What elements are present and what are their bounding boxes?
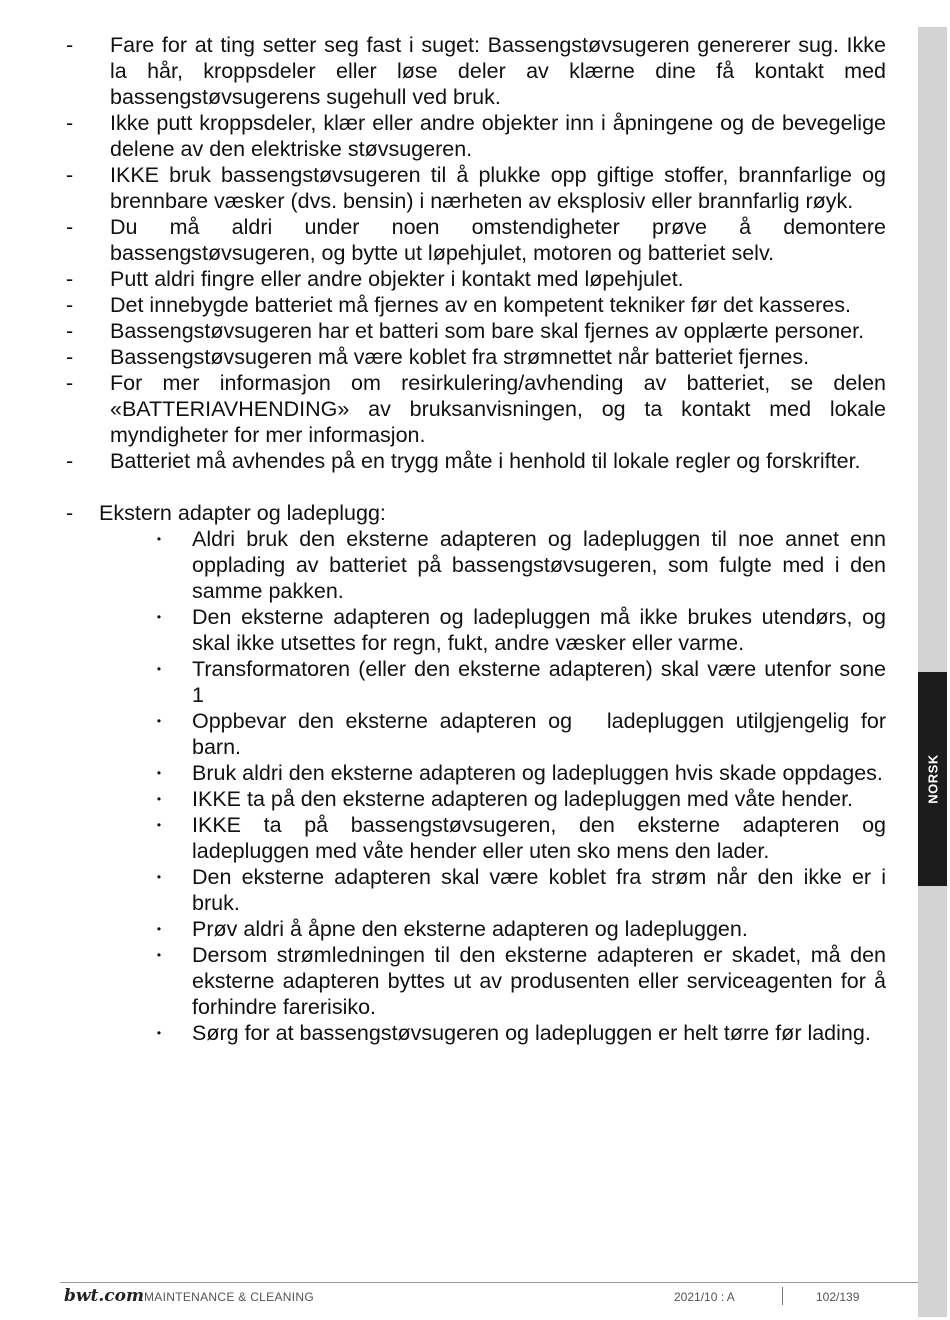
bullet-item-text: Prøv aldri å åpne den eksterne adapteren og ladepluggen. [192,917,748,941]
bullet-item-text: Den eksterne adapteren skal være koblet fra strøm når den ikke er i bruk. [192,865,892,915]
bullet-marker: • [156,818,162,832]
list-item [66,32,886,110]
bullet-item-text: Oppbevar den eksterne adapteren og ladepluggen utilgjengelig for barn. [192,709,892,759]
bullet-item-text: IKKE ta på bassengstøvsugeren, den eksterne adapteren og ladepluggen med våte hender eller uten sko mens den lader. [192,813,892,863]
footer-divider [782,1287,783,1305]
list-item [66,370,886,448]
bullet-marker: • [156,922,162,936]
bullet-item [154,812,892,864]
bullet-item [154,656,892,708]
bullet-item [154,526,892,604]
list-marker: - [66,371,74,395]
list-marker: - [66,293,74,317]
list-marker: - [66,163,74,187]
list-marker: - [66,501,74,525]
list-marker: - [66,111,74,135]
bullet-item-text: Transformatoren (eller den eksterne adapteren) skal være utenfor sone 1 [192,657,892,707]
footer-version: 2021/10 : A [674,1290,735,1304]
bullet-item-text: Sørg for at bassengstøvsugeren og ladepluggen er helt tørre før lading. [192,1021,871,1045]
bullet-marker: • [156,610,162,624]
language-tab [918,672,947,886]
list-item-text: Ikke putt kroppsdeler, klær eller andre objekter inn i åpningene og de bevegelige delene av den elektriske støvsugeren. [110,111,886,161]
list-item-text: IKKE bruk bassengstøvsugeren til å plukke opp giftige stoffer, brannfarlige og brennbare væsker (dvs. bensin) i nærheten av eksplosiv eller brannfarlig røyk. [110,163,886,213]
bullet-item [154,760,886,786]
list-marker: - [66,449,74,473]
bullet-marker: • [156,532,162,546]
bullet-item-text: Dersom strømledningen til den eksterne adapteren er skadet, må den eksterne adapteren byttes ut av produsenten eller serviceagenten for å forhindre farerisiko. [192,943,892,1019]
bullet-marker: • [156,1026,162,1040]
bullet-marker: • [156,714,162,728]
bullet-marker: • [156,948,162,962]
bullet-marker: • [156,766,162,780]
adapter-section-heading: Ekstern adapter og ladeplugg: [99,501,386,525]
list-item-text: Putt aldri fingre eller andre objekter i kontakt med løpehjulet. [110,267,684,291]
list-marker: - [66,33,74,57]
page-footer [60,1282,918,1315]
list-marker: - [66,267,74,291]
list-item-text: Det innebygde batteriet må fjernes av en kompetent tekniker før det kasseres. [110,293,851,317]
list-item [66,162,886,214]
bullet-item [154,864,892,916]
page-content [66,32,892,1046]
list-item-text: Bassengstøvsugeren må være koblet fra strømnettet når batteriet fjernes. [110,345,810,369]
bullet-item [154,786,886,812]
bullet-item-text: Bruk aldri den eksterne adapteren og ladepluggen hvis skade oppdages. [192,761,883,785]
list-marker: - [66,319,74,343]
list-marker: - [66,215,74,239]
list-item [66,344,886,370]
brand-logo: bwt.com [64,1286,144,1306]
bullet-item-text: IKKE ta på den eksterne adapteren og ladepluggen med våte hender. [192,787,854,811]
bullet-item-text: Aldri bruk den eksterne adapteren og ladepluggen til noe annet enn opplading av batteriet på bassengstøvsugeren, som fulgte med i den samme pakken. [192,527,892,603]
bullet-item [154,604,892,656]
list-marker: - [66,345,74,369]
language-tab-label: NORSK [925,754,940,804]
list-item [66,110,886,162]
list-item-text: For mer informasjon om resirkulering/avhending av batteriet, se delen «BATTERIAVHENDING» av bruksanvisningen, og ta kontakt med lokale myndigheter for mer informasjon. [110,371,886,447]
list-item [66,266,886,292]
list-item [66,292,886,318]
bullet-marker: • [156,870,162,884]
bullet-item [154,916,886,942]
bullet-item [154,942,892,1020]
list-item [66,214,886,266]
list-item-text: Bassengstøvsugeren har et batteri som bare skal fjernes av opplærte personer. [110,319,865,343]
list-item-text: Batteriet må avhendes på en trygg måte i henhold til lokale regler og forskrifter. [110,449,861,473]
bullet-item [154,708,892,760]
bullet-item [154,1020,886,1046]
bullet-item-text: Den eksterne adapteren og ladepluggen må ikke brukes utendørs, og skal ikke utsettes for regn, fukt, andre væsker eller varme. [192,605,892,655]
list-item [66,448,886,474]
safety-list [66,32,886,474]
list-item-text: Du må aldri under noen omstendigheter prøve å demontere bassengstøvsugeren, og bytte ut løpehjulet, motoren og batteriet selv. [110,215,886,265]
list-item [66,318,886,344]
footer-section-title: MAINTENANCE & CLEANING [144,1290,314,1304]
adapter-bullet-list [154,526,892,1046]
bullet-marker: • [156,792,162,806]
adapter-section [66,500,886,526]
bullet-marker: • [156,662,162,676]
list-item-text: Fare for at ting setter seg fast i suget: Bassengstøvsugeren genererer sug. Ikke la hår, kroppsdeler eller løse deler av klærne dine få kontakt med bassengstøvsugerens sugehull ved bruk. [110,33,886,109]
page-number: 102/139 [816,1290,860,1304]
